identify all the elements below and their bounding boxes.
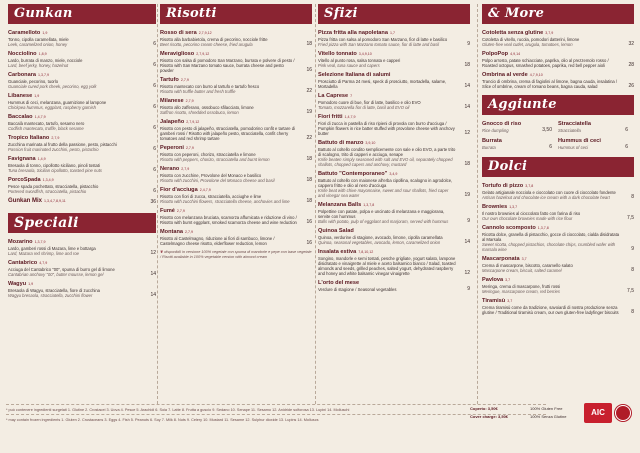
aic-logo-icon: AIC xyxy=(584,403,612,423)
item-name: L'orto del mese xyxy=(318,280,360,286)
menu-item xyxy=(318,140,470,167)
item-name: Gunkan Mix xyxy=(8,198,43,204)
item-translation: Stracciatella xyxy=(558,128,581,133)
item-price: 3,50 xyxy=(542,127,552,133)
item-description: Cotoletta di vitello, rucola, pomodori datterini, limone xyxy=(482,37,580,42)
menu-item xyxy=(160,77,312,94)
item-translation: Beet risotto, pecorino cream cheese, fried arugula xyxy=(160,42,253,47)
item-name: Meraviglioso xyxy=(160,51,195,57)
item-price: 18 xyxy=(306,177,312,183)
item-price: 6 xyxy=(153,104,156,110)
item-name: Burrata xyxy=(482,138,502,144)
item-price: 6 xyxy=(153,125,156,131)
menu-item xyxy=(482,277,634,294)
column-more xyxy=(482,4,634,319)
item-description: Risotto con zucchine, Provolone del Monaco e basilico xyxy=(160,173,262,178)
allergen-tag: 2,7,9,12 xyxy=(198,31,212,35)
allergen-list-en: * may contain frozen ingredients 1. Gluten 2. Crustaceans 3. Eggs 4. Fish 5. Peanuts 6. Soy 7. Milk 8. Nuts 9. Celery 10. Mustard 11. Sesame 12. Sulphur dioxide 13. Lupins 14. Molluscs xyxy=(6,414,546,424)
item-name: Vitello tonnato xyxy=(318,51,357,57)
allergen-tag: 1,4,9 xyxy=(37,157,46,161)
item-description: Risotto al Castelmagno, riduzione ai fiori di sambuco, limone / Castelmagno cheese risotto, elderflower reduction, lemon xyxy=(160,236,275,246)
item-price: 7,5 xyxy=(627,215,634,221)
section-title-more: & More xyxy=(482,4,634,24)
item-description: Meringa, crema di mascarpone, frutti rossi xyxy=(482,284,561,289)
item-description: Risotto con fiori di zucca, stracciatella, acciughe e lime xyxy=(160,194,262,199)
note-text: disponibili in versione 100% vegetale con spuma di mandorle e pepe con base vegetale / Risotti available in 100% vegetable version with almond cream xyxy=(160,250,312,259)
item-description: Lardo, gamberi rossi di Mazara, lime e bottarga xyxy=(8,246,96,251)
item-price: 14 xyxy=(464,239,470,245)
menu-item xyxy=(318,171,470,198)
item-price: 32 xyxy=(628,41,634,47)
item-translation: Rice dumpling xyxy=(482,128,509,133)
item-price: 9 xyxy=(467,286,470,292)
item-name: Battuto di manzo xyxy=(318,140,364,146)
allergen-tag: 1,7 xyxy=(389,31,395,35)
menu-item xyxy=(8,177,156,194)
item-description: Baccalà mantecato, tartufo, sesamo nero xyxy=(8,121,85,126)
coperto-label: Coperto: 3,50€ xyxy=(470,406,498,411)
column-gunkan xyxy=(8,4,156,302)
item-description: Prosciutto di Parma 24 mesi, speck di prosciutto, mortadella, salame, Mortadella xyxy=(318,79,447,89)
menu-item xyxy=(318,202,470,224)
allergen-tag: 3,7,8 xyxy=(525,184,534,188)
item-description: Risotto alla barbabietola, crema di pecorino, nocciole fritte xyxy=(160,37,268,42)
item-price: 22 xyxy=(306,135,312,141)
allergen-tag: 3,4,9,10 xyxy=(358,52,372,56)
item-translation: Portered swordfish, stracciatella, pistachio xyxy=(8,189,87,194)
item-price: 12 xyxy=(464,270,470,276)
item-name: Nerano xyxy=(160,166,180,172)
allergen-tag: 1,3,7 xyxy=(509,205,518,209)
item-translation: Risotto with zucchini, Provolone del Monaco cheese and basil xyxy=(160,178,275,183)
menu-item xyxy=(8,51,156,68)
item-price: 8 xyxy=(631,309,634,315)
item-description: Risotto mantecato con burro al tartufo e tartufo fresco xyxy=(160,84,260,89)
item-description: Verdure di stagione / Seasonal vegetables xyxy=(318,287,397,292)
item-translation: Risotto with zucchini flowers, stracciatella cheese, anchovies and lime xyxy=(160,199,290,204)
item-description: Gelato artigianale nocciola e cioccolato con cuore di cioccolato fondente xyxy=(482,190,616,195)
aic-logo xyxy=(584,402,634,424)
item-translation: Mascarpone cream, biscuit, salted caramel xyxy=(482,268,562,273)
menu-item xyxy=(482,183,634,200)
menu-item xyxy=(160,145,312,162)
menu-item xyxy=(482,51,634,68)
menu-item xyxy=(482,225,634,252)
item-description: Pomodoro cuore di bue, fior di latte, basilico e olio EVO xyxy=(318,100,421,105)
item-description: Risotto con peperoni, chorizo, stracciatella e limone xyxy=(160,152,256,157)
item-description: Risotto con pesto di jalapeño, stracciatella, pomodorino confit e tartare di gamberi rossi / Risotto with jalapeño pesto, stracciatella, confit cherry tomatoes and red shrimp tartare xyxy=(160,126,296,141)
allergen-tag: 2,7,9 xyxy=(185,230,193,234)
item-name: Cotoletta senza glutine xyxy=(482,30,544,36)
allergen-tag: 2,7,9 xyxy=(185,146,194,150)
allergen-tag: 2,4,7,9 xyxy=(199,188,211,192)
column-divider xyxy=(157,4,158,404)
item-name: Battuto "Contemporaneo" xyxy=(318,171,388,177)
menu-item xyxy=(318,51,470,68)
allergen-tag: 3,7 xyxy=(507,299,513,303)
item-translation: Pink veal, tuna sauce and capers xyxy=(318,63,380,68)
item-name: Cannolo scomposto xyxy=(482,225,536,231)
item-name: Tiramisù xyxy=(482,298,506,304)
menu-item xyxy=(318,30,470,47)
menu-item xyxy=(160,166,312,183)
item-price: 9 xyxy=(467,218,470,224)
addon-item xyxy=(558,138,634,150)
allergen-tag: 1,9 xyxy=(34,94,40,98)
item-name: La Caprese xyxy=(318,93,349,99)
allergen-tag: 3,7 xyxy=(505,278,511,282)
column-divider xyxy=(477,4,478,404)
menu-item xyxy=(8,260,156,277)
item-name: Peperoni xyxy=(160,145,184,151)
item-price: 14 xyxy=(150,271,156,277)
menu-item xyxy=(160,30,312,47)
item-price: 19 xyxy=(464,192,470,198)
item-name: Tortufo di pizzo xyxy=(482,183,524,189)
section-title-risotti: Risotti xyxy=(160,4,312,24)
item-description: Crema tiramisù come da tradizione, savoiardi di nostra produzione senza glutine / Traditional tiramisù cream, our own gluten-free ladyfinger biscuits xyxy=(482,305,619,315)
item-name: Quinoa Salad xyxy=(318,228,354,234)
item-translation: Our own chocolate brownies made with rice flour xyxy=(482,216,573,221)
item-price: 18 xyxy=(306,41,312,47)
item-name: Mascarponata xyxy=(482,256,520,262)
item-description: Bresaola di tonno, cipollotto siciliano, pinoli tostati xyxy=(8,163,100,168)
item-name: Tartufo xyxy=(160,77,179,83)
item-translation: Cantabrian anchovy "00", butter mousse, lemon gel xyxy=(8,272,104,277)
item-description: Guanciale, pecorino, tuorlo xyxy=(8,79,59,84)
menu-item xyxy=(8,135,156,152)
item-name: Fior d'acciuga xyxy=(160,187,198,193)
allergen-tag: 3,7 xyxy=(521,257,527,261)
allergen-tag: 2,7,9 xyxy=(185,99,194,103)
item-description: Vitello al punto rosa, salsa tonnata e capperi xyxy=(318,58,401,63)
menu-item xyxy=(160,229,312,246)
item-description: Quinoa, verdurine di stagione, avocado, limone, cipolla caramellata xyxy=(318,235,443,240)
menu-item xyxy=(482,298,634,315)
item-description: Polpo arrosto, patate schiacciate, paprika, olio al prezzemolo rosso / Roasted octopus, smashed potatoes, paprika, red bell pepper aioli xyxy=(482,58,609,68)
gunkan-mix xyxy=(8,198,156,205)
item-name: Brownies xyxy=(482,204,508,210)
allergen-tag: 1,4,7,9 xyxy=(344,115,356,119)
item-price: 16 xyxy=(306,219,312,225)
item-price: 6 xyxy=(153,83,156,89)
item-description: Songino, mandorle e semi tostati, pesche grigliate, yogurt salato, lampone disidratato e vinaigrette al miele e aceto balsamico bianco / Salad, toasted almonds and seeds, grilled peaches, salted yogurt, dehydrated raspberry and honey and white balsamic vinegar vinaigrette xyxy=(318,256,456,276)
menu-item xyxy=(8,93,156,110)
item-name: Milanese xyxy=(160,98,184,104)
menu-item xyxy=(160,51,312,73)
item-translation: Knife beaten simply seasoned with salt and EVO oil, separately chopped shallots, chopped capers and anchovy, mustard xyxy=(318,157,453,167)
item-price: 14 xyxy=(150,292,156,298)
addon-item xyxy=(558,121,634,133)
item-name: Gnocco di riso xyxy=(482,121,522,127)
item-translation: Lard, beef jerky, honey, hazelnut xyxy=(8,63,69,68)
item-name: Jalapeño xyxy=(160,119,185,125)
item-name: Rosso di sera xyxy=(160,30,197,36)
item-name: Caramelloto xyxy=(8,30,41,36)
item-description: Trancio di ombrina, crema di fagiolini al limone, bagna cauda, insalatina / Slice of ombrine, cream of romano beans, bagna cauda, salad xyxy=(482,79,618,89)
item-name: Fumé xyxy=(160,208,175,214)
menu-item xyxy=(8,239,156,256)
column-divider xyxy=(315,4,316,404)
section-title-gunkan: Gunkan xyxy=(8,4,156,24)
section-title-aggiunte: Aggiunte xyxy=(482,95,634,115)
item-description: Ricotta dolce, granella di pistacchio, gocce di cioccolato, cialda disidratata al Marsala xyxy=(482,232,620,242)
allergen-tag: 1,3,4,7,8,9,11 xyxy=(44,199,66,203)
item-name: Cantabrico xyxy=(8,260,38,266)
item-translation: Meringue, mascarpone cream, red berries xyxy=(482,289,560,294)
item-price: 14 xyxy=(464,83,470,89)
item-price: 6 xyxy=(625,144,628,150)
item-price: 6 xyxy=(153,188,156,194)
item-name: Libanese xyxy=(8,93,33,99)
menu-item xyxy=(8,30,156,47)
item-description: Battuto al coltello con maionese all'erba cipollina, scalogno in agrodolce, cappero fritto e olio al nero d'acciuga xyxy=(318,178,453,188)
item-price: 9 xyxy=(631,246,634,252)
cover-charge xyxy=(470,405,580,421)
item-translation: Guanciale cured pork cheek, pecorino, egg yolk xyxy=(8,84,97,89)
item-description: Crema di mascarpone, biscotto, caramello salato xyxy=(482,263,573,268)
allergen-tag: 7 xyxy=(350,94,353,98)
menu-item xyxy=(160,208,312,225)
item-translation: Tuna bresaola, Sicilian cipollotto, toasted pine nuts xyxy=(8,168,102,173)
addon-item xyxy=(482,138,558,150)
item-description: Battuto al coltello condito semplicemente con sale e olio EVO, a parte trito di scalogno, trito di capperi e acciuga, senape xyxy=(318,147,456,157)
menu-item xyxy=(482,256,634,273)
menu-item xyxy=(482,30,634,47)
allergen-tag: 1,3,7,9 xyxy=(34,240,46,244)
item-translation: Quinoa, seasonal vegetables, avocado, lemon, caramelized onion xyxy=(318,240,441,245)
allergen-tag: 2,7,9 xyxy=(181,167,190,171)
menu-item xyxy=(318,114,470,136)
item-translation: Knife beat with chive mayonnaise, sweet and sour shallots, fried caper and vinegar sea water xyxy=(318,188,449,198)
item-name: Carbonara xyxy=(8,72,36,78)
item-price: 7,5 xyxy=(627,288,634,294)
item-description: Pizza fritta con salsa al pomodoro San Marzano, fior di latte e basilico xyxy=(318,37,448,42)
allergen-tag: 2,7,9,12 xyxy=(196,52,210,56)
allergen-tag: 3,7,9 xyxy=(545,31,554,35)
item-price: 6 xyxy=(153,41,156,47)
allergen-tag: 2,7,9 xyxy=(176,209,185,213)
item-price: 6 xyxy=(153,167,156,173)
gluten-free-label: 100% Senza Glutine xyxy=(530,414,567,419)
item-translation: Burrata xyxy=(482,145,496,150)
item-name: PorcoSpada xyxy=(8,177,41,183)
allergen-tag: 2,7,9 xyxy=(180,78,189,82)
item-description: Bresaola di Wagyu, stracciatella, fiore di zucchina xyxy=(8,288,101,293)
item-price: 28 xyxy=(628,62,634,68)
allergen-tag: 1,9 xyxy=(28,282,34,286)
menu-item xyxy=(482,204,634,221)
item-description: Lardo, burrata di manzo, miele, nocciole xyxy=(8,58,83,63)
item-price: 8 xyxy=(631,267,634,273)
item-translation: Hummus of ceci xyxy=(558,145,589,150)
item-name: Melanzana Balls xyxy=(318,202,362,208)
item-name: Insalata estiva xyxy=(318,249,357,255)
item-price: 16 xyxy=(306,67,312,73)
gluten-free-label: 100% Gluten Free xyxy=(530,406,563,411)
menu-item xyxy=(318,249,470,276)
item-price: 18 xyxy=(464,62,470,68)
item-name: Pizza fritta alla napoletana xyxy=(318,30,388,36)
item-price: 36 xyxy=(150,199,156,205)
menu-item xyxy=(318,228,470,245)
item-translation: Lard, Mazara red shrimp, lime and roe xyxy=(8,251,79,256)
allergen-tag: 4,9,14 xyxy=(510,52,521,56)
item-translation: Codfish mantecato, truffle, black sesame xyxy=(8,126,84,131)
cover-charge-label: Cover charge: 3,50€ xyxy=(470,414,509,419)
item-description: Hummus di ceci, melanzana, guarnizione al lampone xyxy=(8,100,107,105)
item-translation: Fried pizza with San Marzano tomato sauce, fior di latte and basil xyxy=(318,42,440,47)
item-name: Favignana xyxy=(8,156,36,162)
item-description: Polpettine con patate, polpa e uncinato di melanzana e maggiorana, servite con hummus xyxy=(318,209,445,219)
gluten-free-seal-icon xyxy=(615,405,631,421)
aggiunte-grid xyxy=(482,121,634,155)
item-name: Montana xyxy=(160,229,183,235)
leaf-icon: ❦ xyxy=(160,250,165,254)
menu-item xyxy=(8,114,156,131)
item-description: Zucchina marinata al frutto della passione, pesto, pistacchi xyxy=(8,142,117,147)
item-price: 18 xyxy=(306,156,312,162)
item-name: Tropico Italiano xyxy=(8,135,50,141)
allergen-footer xyxy=(6,404,546,424)
addon-item xyxy=(482,121,558,133)
item-name: Wagyu xyxy=(8,281,27,287)
item-name: Mozarino xyxy=(8,239,33,245)
item-price: 18 xyxy=(464,161,470,167)
item-translation: Chickpea hummus, eggplant, raspberry garnish xyxy=(8,105,96,110)
item-translation: Risotto with peppers, chorizo, stracciatella and burnt lemon xyxy=(160,157,270,162)
item-translation: Balls with potato, pulp of eggplant and marjoram, served with hummus xyxy=(318,219,449,224)
vegetable-note xyxy=(160,250,312,259)
item-description: Risotto con salsa di pomodoro San Marzano, burrata e polvere di pesto / Risotto with San Marzano tomato sauce, burrata cheese and pesto powder xyxy=(160,58,295,73)
item-price: 16 xyxy=(306,240,312,246)
item-translation: Risotto with truffle butter and fresh truffle xyxy=(160,89,236,94)
item-translation: Saffron risotto, shredded ossobuco, lemon xyxy=(160,110,239,115)
item-price: 26 xyxy=(628,83,634,89)
item-price: 6 xyxy=(153,146,156,152)
item-price: 12 xyxy=(150,250,156,256)
item-price: 14 xyxy=(464,104,470,110)
allergen-tag: 4,7,9 xyxy=(39,261,48,265)
item-description: Risotto con melanzana bruciata, scamorza affumicata e riduzione di vino / Risotto with burnt eggplant, smoked scamorza cheese and wine reduction xyxy=(160,215,297,225)
item-price: 6 xyxy=(549,144,552,150)
item-translation: Sweet ricotta, chopped pistachios, chocolate chips, crumbled wafer with marsala wine xyxy=(482,242,616,252)
item-translation: Leek, caramelized onion, honey xyxy=(8,42,68,47)
menu-item xyxy=(318,72,470,89)
item-name: Baccalao xyxy=(8,114,33,120)
item-price: 12 xyxy=(464,130,470,136)
item-name: Pavlova xyxy=(482,277,504,283)
menu-item xyxy=(318,93,470,110)
allergen-tag: 2,7,9,12 xyxy=(186,120,200,124)
item-price: 6 xyxy=(625,127,628,133)
item-name: Nocciolino xyxy=(8,51,37,57)
item-description: Risotto allo zafferano, ossobuco sfilacciato, limone xyxy=(160,105,254,110)
item-translation: Wagyu bresaola, stracciatella, zucchini flower xyxy=(8,293,93,298)
item-name: Stracciatella xyxy=(558,121,591,127)
menu-item xyxy=(160,98,312,115)
allergen-tag: 4,7,9,10 xyxy=(529,73,543,77)
item-description: Il nostro brownies al cioccolato fatto con farina di riso xyxy=(482,211,581,216)
item-translation: Artisan hazelnut and chocolate ice cream with a dark chocolate heart xyxy=(482,195,610,200)
allergen-tag: 7,8,10,12 xyxy=(358,250,374,254)
item-price: 8 xyxy=(631,194,634,200)
item-description: Fiori di zucca in pastella di riso ripieni di provola con burro d'acciuga / Pumpkin flowers in rice batter stuffed with provolone cheese with anchovy butter xyxy=(318,121,455,136)
section-title-sfizi: Sfizi xyxy=(318,4,470,24)
item-description: Tonno, cipolla caramellata, miele xyxy=(8,37,69,42)
item-price: 22 xyxy=(306,88,312,94)
item-translation: Passion fruit marinated zucchini, pesto, pistachio xyxy=(8,147,99,152)
item-price: 18 xyxy=(306,198,312,204)
item-description: Pesce spada pochettato, stracciatella, pistacchio xyxy=(8,184,99,189)
allergen-tag: 1,4,7,9 xyxy=(34,115,46,119)
allergen-tag: 3,9,10 xyxy=(365,141,376,145)
menu-item xyxy=(482,72,634,89)
item-price: 6 xyxy=(153,62,156,68)
allergen-tag: 1,9 xyxy=(42,31,48,35)
allergen-tag: 1,8,9 xyxy=(38,52,47,56)
column-risotti xyxy=(160,4,312,259)
column-sfizi xyxy=(318,4,470,296)
item-name: PolpoPop xyxy=(482,51,509,57)
item-name: Ombrina al verde xyxy=(482,72,528,78)
menu-item xyxy=(160,187,312,204)
item-price: 9 xyxy=(467,41,470,47)
section-title-dolci: Dolci xyxy=(482,157,634,177)
allergen-tag: 1,3,7,9 xyxy=(37,73,49,77)
item-translation: Tomato, mozzarella fior di latte, basil and EVO oil xyxy=(318,105,410,110)
allergen-tag: 1,3,7,8 xyxy=(363,203,375,207)
item-translation: Gluten-free veal cutlet, arugula, tomatoes, lemon xyxy=(482,42,573,47)
item-name: Selezione Italiana di salumi xyxy=(318,72,391,78)
allergen-tag: 3,4,9 xyxy=(389,172,398,176)
item-price: 19 xyxy=(306,109,312,115)
allergen-tag: 1,3,7,8 xyxy=(537,226,549,230)
menu-item xyxy=(8,72,156,89)
item-description: Acciuga del Cantabrico "00", spuma di burro gel di limone xyxy=(8,267,115,272)
item-name: Fiori fritti xyxy=(318,114,343,120)
menu-item xyxy=(8,281,156,298)
menu-item xyxy=(160,119,312,141)
item-name: Hummus di ceci xyxy=(558,138,601,144)
allergen-tag: 2,7,9 xyxy=(51,136,60,140)
allergen-list-it: * può contenere ingredienti surgelati 1. Glutine 2. Crostacei 3. Uova 4. Pesce 5. Arachidi 6. Soia 7. Latte 8. Frutta a guscio 9. Sedano 10. Senape 11. Sesamo 12. Anidride solforosa 13. Lupini 14. Molluschi xyxy=(6,404,546,414)
menu-item xyxy=(8,156,156,173)
menu-item xyxy=(318,280,470,292)
section-title-speciali: Speciali xyxy=(8,213,156,233)
allergen-tag: 1,3,4,9 xyxy=(42,178,54,182)
